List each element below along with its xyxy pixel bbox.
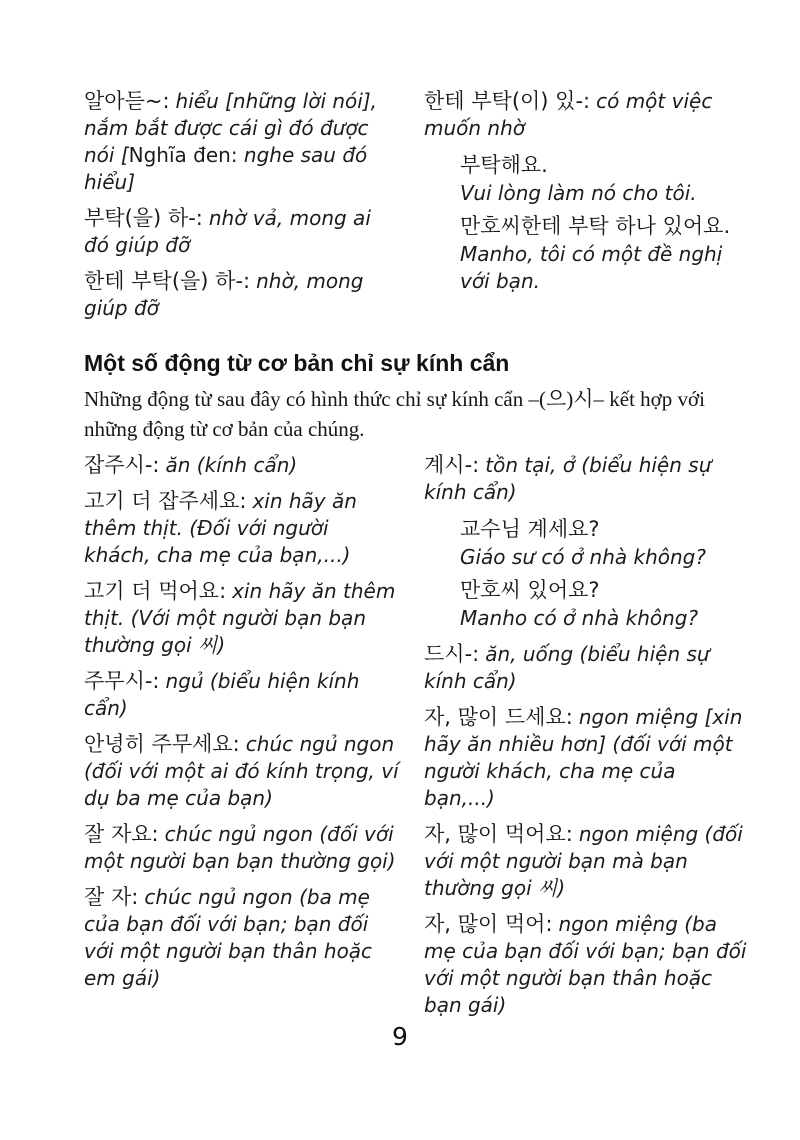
example-korean: 교수님 계세요?	[460, 517, 600, 541]
top-left-column	[84, 88, 400, 331]
example-vietnamese: Giáo sư có ở nhà không?	[460, 545, 706, 569]
dictionary-entry	[424, 704, 750, 812]
vietnamese-definition: xin hãy ăn thêm thịt. (Đối với người khách, cha mẹ của bạn,...)	[84, 489, 357, 567]
dictionary-entry	[84, 884, 400, 992]
top-right-column	[424, 88, 750, 331]
vietnamese-definition: ăn (kính cẩn)	[165, 453, 298, 477]
korean-headword: 안녕히 주무세요:	[84, 732, 240, 756]
dictionary-entry	[84, 488, 400, 569]
dictionary-entry	[84, 821, 400, 875]
example-vietnamese: Manho có ở nhà không?	[460, 606, 699, 630]
korean-headword: 자, 많이 먹어요:	[424, 822, 573, 846]
vietnamese-definition: ngon miệng (đối với một người bạn mà bạn thường gọi 씨)	[424, 822, 743, 900]
korean-headword: 알아듣~:	[84, 89, 170, 113]
korean-headword: 드시-:	[424, 642, 480, 666]
dictionary-entry	[84, 205, 400, 259]
korean-headword: 부탁(을) 하-:	[84, 206, 203, 230]
example-korean: 부탁해요.	[460, 153, 548, 177]
page-number: 9	[392, 1022, 408, 1051]
dictionary-entry	[424, 88, 750, 142]
korean-headword: 고기 더 잡주세요:	[84, 489, 247, 513]
dictionary-entry	[424, 821, 750, 902]
dictionary-entry	[84, 731, 400, 812]
vietnamese-definition: ngon miệng (ba mẹ của bạn đối với bạn; bạn đối với một người bạn thân hoặc bạn gái)	[424, 912, 747, 1017]
vietnamese-definition: chúc ngủ ngon (ba mẹ của bạn đối với bạn; bạn đối với một người bạn thân hoặc em gái)	[84, 885, 373, 990]
korean-headword: 자, 많이 드세요:	[424, 705, 573, 729]
example-block	[460, 151, 750, 295]
korean-headword: 잘 자요:	[84, 822, 159, 846]
bottom-left-column	[84, 452, 400, 1028]
vietnamese-definition: chúc ngủ ngon (đối với một người bạn bạn thường gọi)	[84, 822, 396, 873]
vietnamese-definition: chúc ngủ ngon (đối với một ai đó kính trọng, ví dụ ba mẹ của bạn)	[84, 732, 399, 810]
section-header-block	[84, 348, 756, 444]
vietnamese-definition: nhờ vả, mong ai đó giúp đỡ	[84, 206, 371, 257]
vietnamese-definition: ngon miệng [xin hãy ăn nhiều hơn] (đối với một người khách, cha mẹ của bạn,...)	[424, 705, 743, 810]
dictionary-entry	[424, 911, 750, 1019]
vietnamese-definition: ngủ (biểu hiện kính cẩn)	[84, 669, 360, 720]
section-heading: Một số động từ cơ bản chỉ sự kính cẩn	[84, 350, 510, 376]
korean-headword: 한테 부탁(이) 있-:	[424, 89, 591, 113]
korean-headword: 잘 자:	[84, 885, 139, 909]
dictionary-entry	[84, 578, 400, 659]
vietnamese-definition: xin hãy ăn thêm thịt. (Với một người bạn bạn thường gọi 씨)	[84, 579, 396, 657]
korean-headword: 주무시-:	[84, 669, 160, 693]
dictionary-entry	[84, 452, 400, 479]
dictionary-entry	[84, 668, 400, 722]
korean-headword: 잡주시-:	[84, 453, 160, 477]
literal-meaning-label: Nghĩa đen:	[128, 143, 238, 167]
bottom-section	[84, 452, 756, 1028]
section-intro: Những động từ sau đây có hình thức chỉ sự kính cẩn –(으)시– kết hợp với những động từ cơ bản của chúng.	[84, 387, 705, 441]
top-section	[84, 88, 756, 331]
example-korean: 만호씨 있어요?	[460, 578, 600, 602]
dictionary-entry	[84, 268, 400, 322]
korean-headword: 고기 더 먹어요:	[84, 579, 227, 603]
example-block	[460, 515, 750, 632]
korean-headword: 계시-:	[424, 453, 480, 477]
vietnamese-definition: nhờ, mong giúp đỡ	[84, 269, 364, 320]
vietnamese-definition: có một việc muốn nhờ	[424, 89, 713, 140]
korean-headword: 한테 부탁(을) 하-:	[84, 269, 251, 293]
dictionary-entry	[424, 452, 750, 506]
example-vietnamese: Manho, tôi có một đề nghị với bạn.	[460, 242, 723, 293]
bottom-right-column	[424, 452, 750, 1028]
vietnamese-definition: ăn, uống (biểu hiện sự kính cẩn)	[424, 642, 710, 693]
example-korean: 만호씨한테 부탁 하나 있어요.	[460, 214, 731, 238]
vietnamese-definition: nghe sau đó hiểu]	[84, 143, 368, 194]
vietnamese-definition: hiểu [những lời nói], nắm bắt được cái gì đó được nói [	[84, 89, 377, 167]
dictionary-entry	[84, 88, 400, 196]
example-vietnamese: Vui lòng làm nó cho tôi.	[460, 181, 697, 205]
dictionary-entry	[424, 641, 750, 695]
korean-headword: 자, 많이 먹어:	[424, 912, 553, 936]
vietnamese-definition: tồn tại, ở (biểu hiện sự kính cẩn)	[424, 453, 712, 504]
